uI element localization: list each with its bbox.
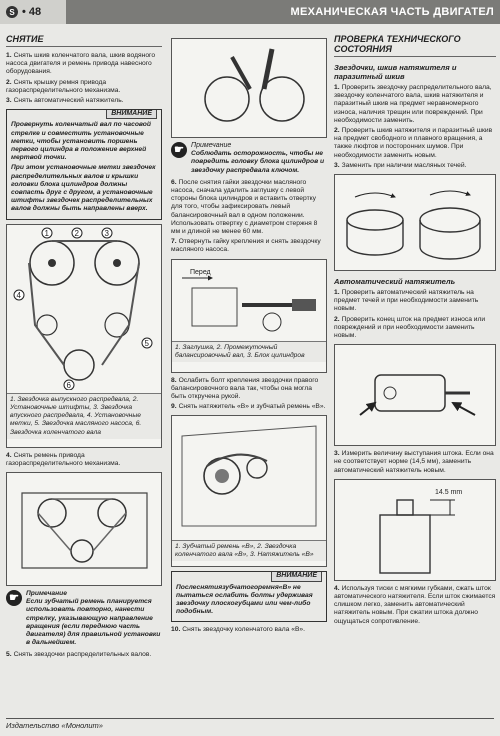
page-number-box — [0, 0, 66, 24]
pulleys-illustration — [335, 175, 495, 270]
hand-note-icon: ☛ — [171, 142, 187, 158]
warning-label: ВНИМАНИЕ — [271, 572, 322, 581]
step: 3. Измерить величину выступания штока. Если она не соответствует норме (14,5 мм), заменить автоматический натяжитель новым. — [334, 450, 494, 474]
note-box — [6, 590, 162, 647]
figure-tensioner — [334, 344, 496, 446]
tensioner-illustration — [335, 345, 495, 445]
step: 1. Снять шкив коленчатого вала, шкив водяного насоса двигателя и ремень привода навесного оборудования. — [6, 52, 156, 76]
heading-inspection: ПРОВЕРКА ТЕХНИЧЕСКОГО СОСТОЯНИЯ — [334, 34, 496, 57]
svg-text:4: 4 — [16, 290, 21, 300]
figure-camshaft-sprocket — [171, 38, 327, 138]
step: 3. Снять автоматический натяжитель. — [6, 97, 124, 105]
figure-balance-shaft — [171, 259, 327, 373]
figure-caption: 1. Заглушка, 2. Промежуточный балансировочный вал, 3. Блок цилиндров — [172, 341, 326, 362]
heading-removal: СНЯТИЕ — [6, 34, 162, 47]
page-number: • 48 — [22, 6, 42, 18]
front-label: Перед — [190, 268, 211, 276]
warning-text: Провернуть коленчатый вал по часовой стрелке и совместить установочные метки, чтобы установить поршень первого цилиндра в положение верхней мертвой точки. — [11, 121, 151, 162]
step: 7. Отвернуть гайку крепления и снять звездочку масляного насоса. — [171, 238, 321, 254]
step: 1. Проверить звездочку распределительного вала, звездочку коленчатого вала, шкив натяжителя и паразитный шкив на предмет неравномерного износа, наличия трещин или повреждений. При необходимости заменить. — [334, 84, 492, 124]
belt-b-illustration — [172, 416, 326, 536]
rod-measure-illustration — [335, 480, 495, 580]
timing-belt-diagram — [7, 225, 161, 390]
step: 2. Проверить конец шток на предмет износа или повреждений и при необходимости заменить новым. — [334, 315, 486, 340]
note-text: Если зубчатый ремень планируется использовать повторно, нанести стрелку, указывающую направление вращения (если переднюю часть двигателя) для правильной установки в дальнейшем. — [26, 598, 161, 647]
measure-label: 14.5 mm — [435, 488, 463, 496]
step: 2. Снять крышку ремня привода газораспределительного механизма. — [6, 78, 121, 94]
hand-note-icon: ☛ — [6, 590, 22, 606]
subheading-tensioner: Автоматический натяжитель — [334, 277, 456, 287]
note-label: Примечание — [26, 590, 67, 598]
figure-belt-b — [171, 415, 327, 567]
step: 5. Снять звездочки распределительных валов. — [6, 651, 152, 659]
column-right — [334, 34, 496, 628]
warning-text: Послеснятиязубчатогоремня«B» не пытаться ослабить болты удерживая звездочку плоскогубцами или чем-либо подобным. — [176, 583, 313, 616]
svg-text:6: 6 — [66, 380, 71, 390]
step: 2. Проверить шкив натяжителя и паразитный шкив на предмет свободного и плавного вращения, а также люфтов и посторонних шумов. При необходимости заменить новым. — [334, 127, 493, 159]
engine-front-illustration — [7, 473, 161, 585]
figure-engine-front — [6, 472, 162, 586]
step: 8. Ослабить болт крепления звездочки правого балансировочного вала так, чтобы она могла быть открученa рукой. — [171, 376, 319, 401]
step: 9. Снять натяжитель «B» и зубчатый ремень «B». — [171, 403, 326, 411]
warning-box — [171, 571, 327, 622]
step: 4. Снять ремень привода газораспределительного механизма. — [6, 451, 121, 467]
svg-text:1: 1 — [44, 228, 49, 238]
warning-label: ВНИМАНИЕ — [106, 110, 157, 119]
svg-text:2: 2 — [74, 228, 79, 238]
brand-logo-icon: S — [6, 6, 18, 18]
figure-caption: 1. Звездочка выпускного распредвала, 2. Установочные штифты, 3. Звездочка впускного распредвала, 4. Установочные метки, 5. Звездочка масляного насоса, 6. Звездочка коленчатого вала — [7, 393, 161, 439]
step: 3. Заменить при наличии масляных течей. — [334, 161, 467, 169]
page-header — [0, 0, 500, 24]
column-left — [6, 34, 162, 662]
step: 6. После снятия гайки звездочки масляного насоса, сначала удалить заглушку с левой стороны блока цилиндров и вставить отвертку для того, чтобы зафиксировать левый балансировочный вал в одном положении. Использовать отвертку с диаметром стержня 8 мм и длиной не менее 60 мм. — [171, 178, 318, 236]
step: 10. Снять звездочку коленчатого вала «B». — [171, 626, 305, 634]
step: 4. Используя тиски с мягкими губками, сжать шток автоматического натяжителя. Если шток сжимается слишком легко, заменить автоматический натяжитель новым. При сжатии штока должно ощущаться сопротивление. — [334, 584, 496, 625]
subheading-sprockets: Звездочки, шкив натяжителя и паразитный шкив — [334, 63, 457, 81]
warning-box — [6, 109, 162, 219]
note-label: Примечание — [191, 142, 232, 149]
svg-text:5: 5 — [144, 338, 149, 348]
figure-rod-measure — [334, 479, 496, 581]
svg-text:3: 3 — [104, 228, 109, 238]
step: 1. Проверить автоматический натяжитель на предмет течей и при необходимости заменить новым. — [334, 289, 479, 313]
figure-caption: 1. Зубчатый ремень «B», 2. Звездочка коленчатого вала «B», 3. Натяжитель «B» — [172, 540, 326, 561]
note-text: Соблюдать осторожность, чтобы не повредить головку блока цилиндров и звездочку распредвала ключом. — [191, 150, 325, 174]
section-title: МЕХАНИЧЕСКАЯ ЧАСТЬ ДВИГАТЕЛ — [66, 0, 500, 24]
warning-text-2: При этом установочные метки звездочек распределительных валов и крышки головки блока цилиндров должны совпасть друг с другом, а установочные штифты звездочек распределительных валов должны быть направлены вверх. — [11, 164, 156, 213]
wrench-illustration — [172, 39, 326, 137]
figure-pulleys — [334, 174, 496, 271]
column-middle — [171, 34, 327, 637]
screwdriver-illustration — [172, 260, 326, 338]
note-box — [171, 142, 327, 175]
footer-publisher: Издательство «Монолит» — [6, 718, 494, 730]
figure-timing-belt — [6, 224, 162, 448]
